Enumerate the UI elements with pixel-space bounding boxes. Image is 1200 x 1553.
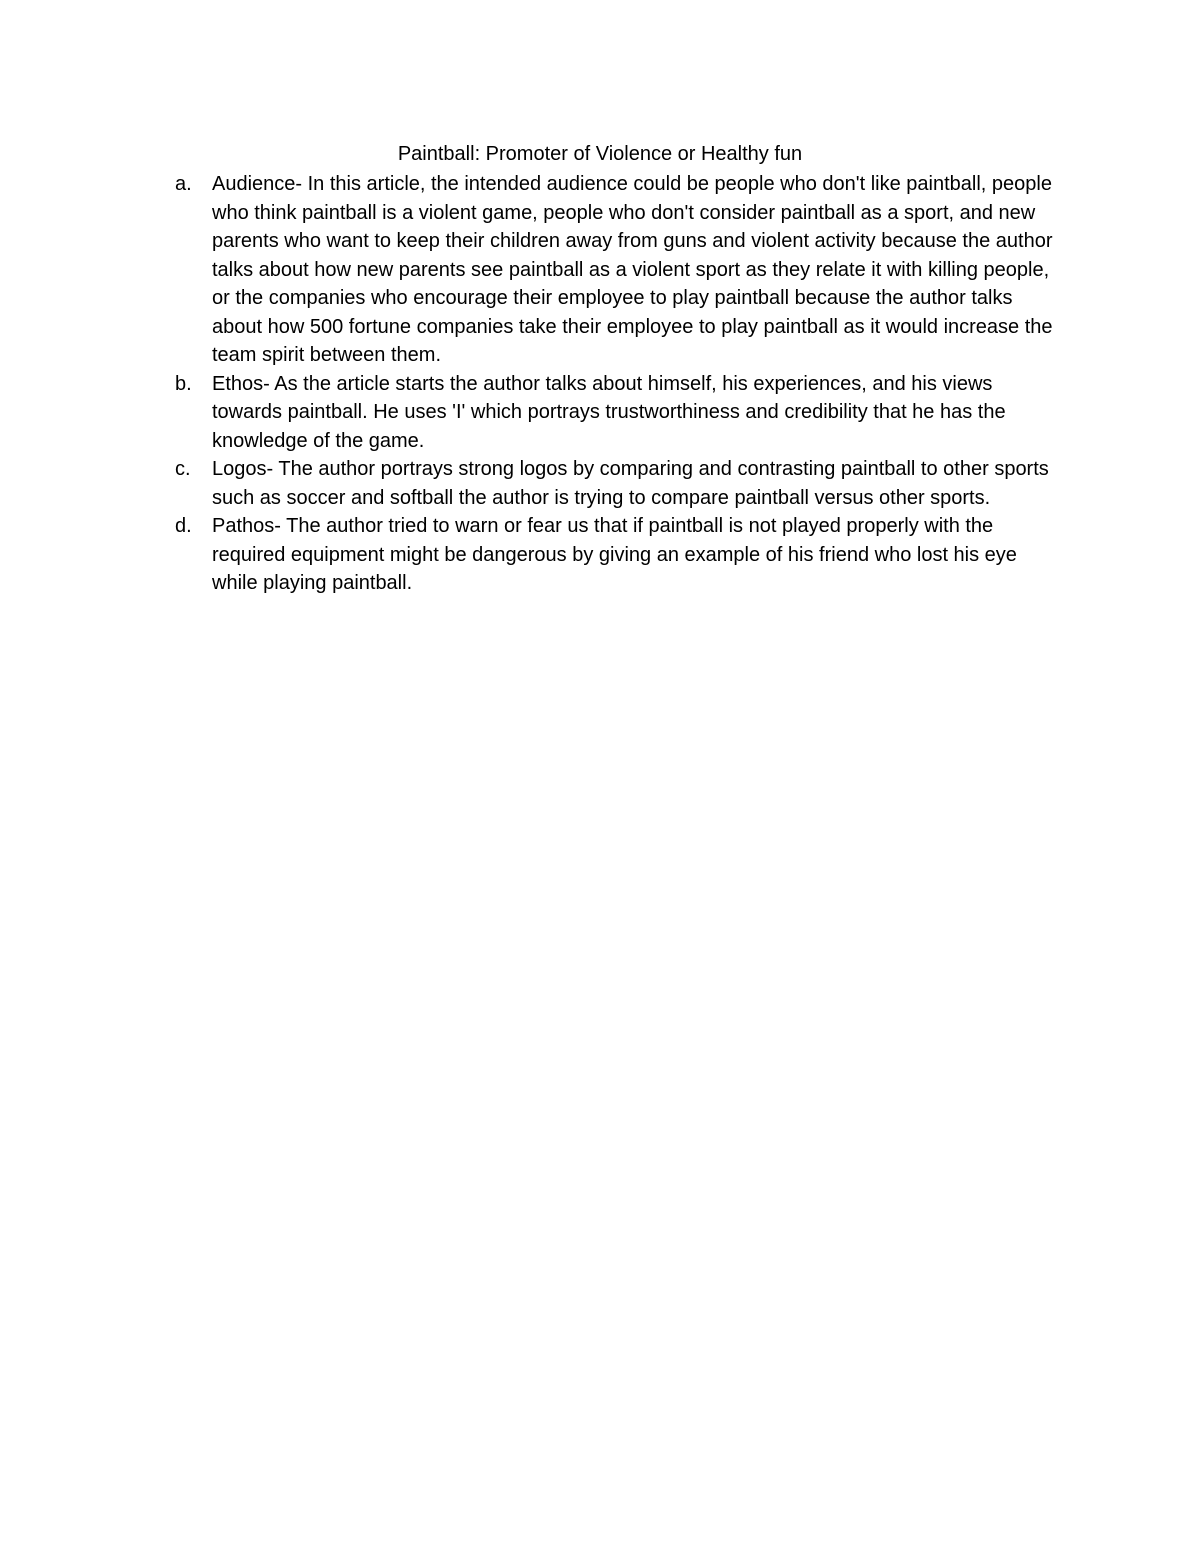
- list-item-text: Ethos- As the article starts the author talks about himself, his experiences, and his views towards paintball. He uses 'I' which portrays trustworthiness and credibility that he has the knowledge of the game.: [212, 372, 1006, 452]
- list-marker: c.: [175, 458, 191, 480]
- list-marker: a.: [175, 173, 192, 195]
- list-item-ethos: [175, 370, 1065, 456]
- list-marker: d.: [175, 515, 192, 537]
- list-marker: b.: [175, 372, 192, 395]
- list-item-text: Audience- In this article, the intended audience could be people who don't like paintball, people who think paintball is a violent game, people who don't consider paintball as a sport, and new parents who want to keep their children away from guns and violent activity because the author talks about how new parents see paintball as a violent sport as they relate it with killing people, or the companies who encourage their employee to play paintball because the author talks about how 500 fortune companies take their employee to play paintball as it would increase the team spirit between them.: [212, 173, 1053, 366]
- analysis-list: [175, 170, 1065, 598]
- list-item-text: Logos- The author portrays strong logos by comparing and contrasting paintball to other sports such as soccer and softball the author is trying to compare paintball versus other sports.: [212, 458, 1049, 509]
- list-item-pathos: [175, 512, 1065, 598]
- list-item-audience: [175, 170, 1065, 370]
- list-item-logos: [175, 455, 1065, 512]
- list-item-text: Pathos- The author tried to warn or fear us that if paintball is not played properly with the required equipment might be dangerous by giving an example of his friend who lost his eye while playing paintball.: [212, 515, 1017, 594]
- document-title: Paintball: Promoter of Violence or Healthy fun: [397, 143, 803, 165]
